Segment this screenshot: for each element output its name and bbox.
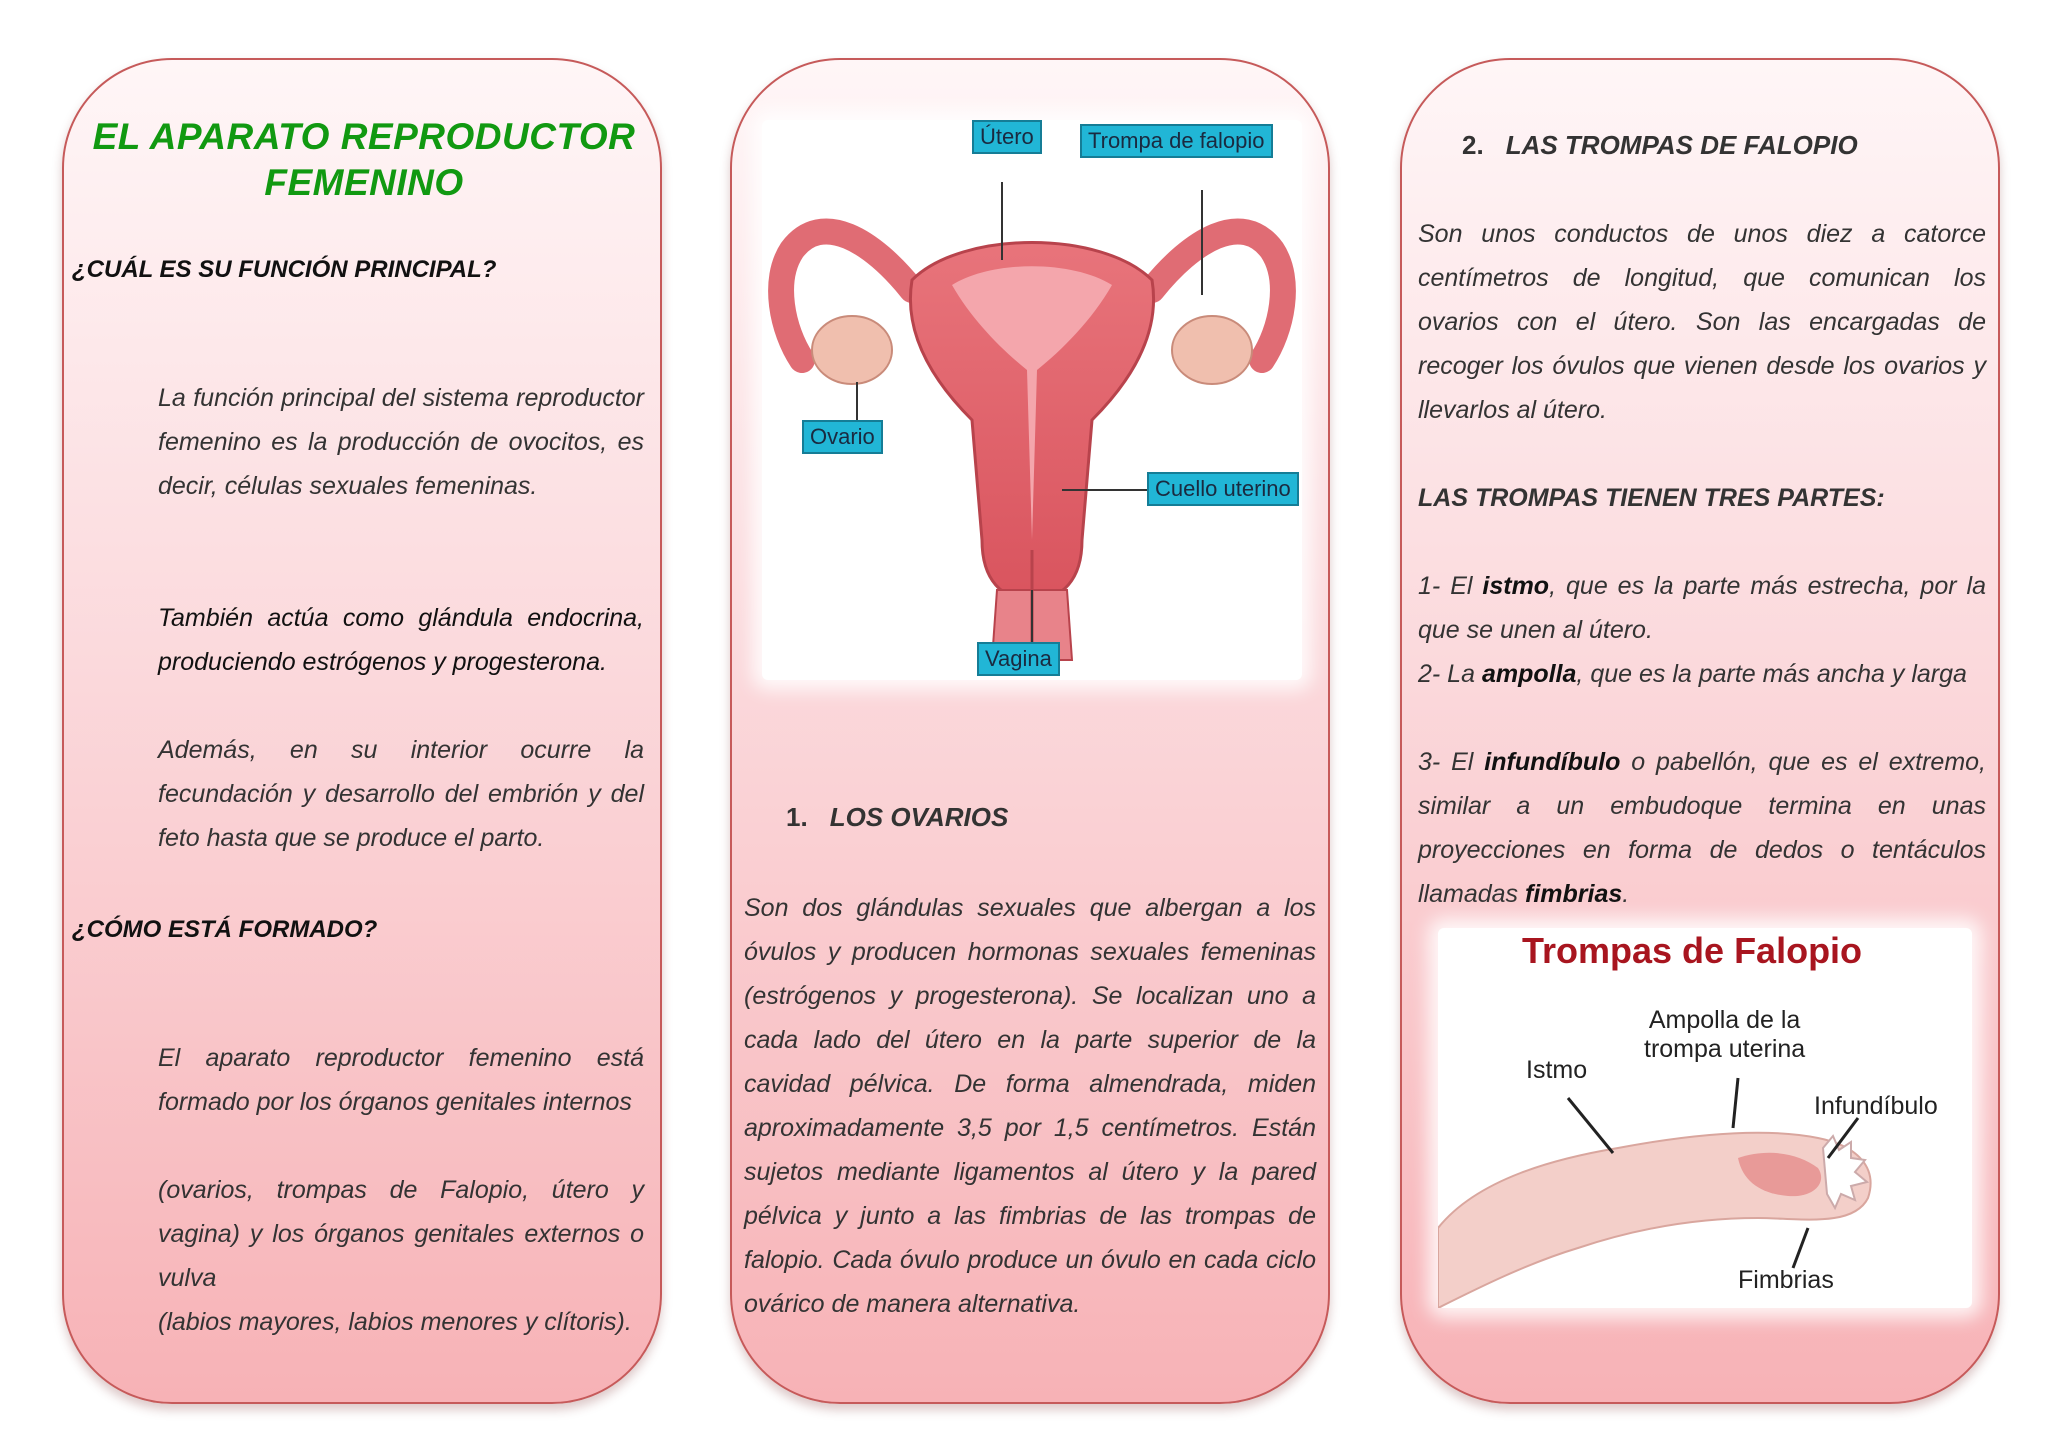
label-vagina: Vagina [977, 642, 1060, 676]
heading-tubes [1462, 130, 1858, 161]
paragraph-external-organs: (labios mayores, labios menores y clítoris). [158, 1308, 632, 1336]
panel-ovaries [730, 58, 1330, 1404]
item1-prefix: 1- El [1418, 572, 1483, 600]
list-item-istmo [1418, 564, 1986, 652]
label-ampolla-line1: Ampolla de la [1648, 1006, 1801, 1034]
question-function: ¿CUÁL ES SU FUNCIÓN PRINCIPAL? [72, 256, 497, 283]
label-trompa: Trompa de falopio [1080, 124, 1273, 158]
heading-ovaries-number: 1. [786, 802, 808, 832]
paragraph-function: La función principal del sistema reproductor femenino es la producción de ovocitos, es decir, células sexuales femeninas. [158, 384, 644, 500]
label-infundibulo: Infundíbulo [1814, 1092, 1938, 1120]
heading-tubes-number: 2. [1462, 130, 1484, 160]
item3-term: infundíbulo [1484, 748, 1621, 776]
panel-intro [62, 58, 662, 1404]
label-fimbrias: Fimbrias [1738, 1266, 1834, 1294]
paragraph-internal-organs: (ovarios, trompas de Falopio, útero y vagina) y los órganos genitales externos o vulva [158, 1176, 644, 1292]
label-cuello-uterino: Cuello uterino [1147, 472, 1299, 506]
paragraph-endocrine: También actúa como glándula endocrina, produciendo estrógenos y progesterona. [158, 604, 644, 676]
question-structure: ¿CÓMO ESTÁ FORMADO? [72, 916, 378, 943]
heading-ovaries-text: LOS OVARIOS [829, 802, 1009, 832]
subheading-parts: LAS TROMPAS TIENEN TRES PARTES: [1418, 484, 1885, 512]
item1-desc: , que es la parte más estrecha, por la que se unen al útero. [1418, 572, 1986, 644]
title-line-1: EL APARATO REPRODUCTOR [92, 116, 636, 157]
label-ampolla-line2: trompa uterina [1644, 1035, 1806, 1063]
item3-prefix: 3- El [1418, 748, 1485, 776]
item3-term-fimbrias: fimbrias [1525, 880, 1623, 908]
list-item-ampolla [1418, 652, 1986, 696]
item2-prefix: 2- La [1418, 660, 1482, 688]
label-ampolla [1644, 1006, 1805, 1064]
heading-ovaries [786, 802, 1008, 833]
item1-term: istmo [1482, 572, 1550, 600]
page-title [64, 114, 662, 206]
item2-desc: , que es la parte más ancha y larga [1576, 660, 1967, 688]
uterus-diagram [762, 120, 1302, 680]
label-istmo: Istmo [1526, 1056, 1588, 1084]
item3-end: . [1622, 880, 1630, 908]
fallopian-figure [1438, 928, 1972, 1308]
heading-tubes-text: LAS TROMPAS DE FALOPIO [1505, 130, 1858, 160]
paragraph-tubes: Son unos conductos de unos diez a catorce centímetros de longitud, que comunican los ovarios con el útero. Son las encargadas de recoger los óvulos que vienen desde los ovarios y llevarlos al útero. [1418, 220, 1986, 424]
paragraph-fecundation: Además, en su interior ocurre la fecundación y desarrollo del embrión y del feto hasta que se produce el parto. [158, 736, 644, 852]
panel-fallopian-tubes [1400, 58, 2000, 1404]
paragraph-structure: El aparato reproductor femenino está formado por los órganos genitales internos [158, 1044, 644, 1116]
figure-title: Trompas de Falopio [1522, 930, 1863, 971]
item3-desc: o pabellón, que es el extremo, similar a un embudoque termina en unas proyecciones en forma de dedos o tentáculos llamadas [1418, 748, 1986, 908]
label-ovario: Ovario [802, 420, 883, 454]
list-item-infundibulo [1418, 740, 1986, 916]
paragraph-ovaries: Son dos glándulas sexuales que albergan a los óvulos y producen hormonas sexuales femeninas (estrógenos y progesterona). Se localizan uno a cada lado del útero en la parte superior de la cavidad pélvica. De forma almendrada, miden aproximadamente 3,5 por 1,5 centímetros. Están sujetos mediante ligamentos al útero y la pared pélvica y junto a las fimbrias de las trompas de falopio. Cada óvulo produce un óvulo en cada ciclo ovárico de manera alternativa. [744, 894, 1316, 1318]
title-line-2: FEMENINO [264, 162, 464, 203]
uterus-illustration [762, 120, 1302, 680]
label-utero: Útero [972, 120, 1042, 154]
item2-term: ampolla [1481, 660, 1577, 688]
